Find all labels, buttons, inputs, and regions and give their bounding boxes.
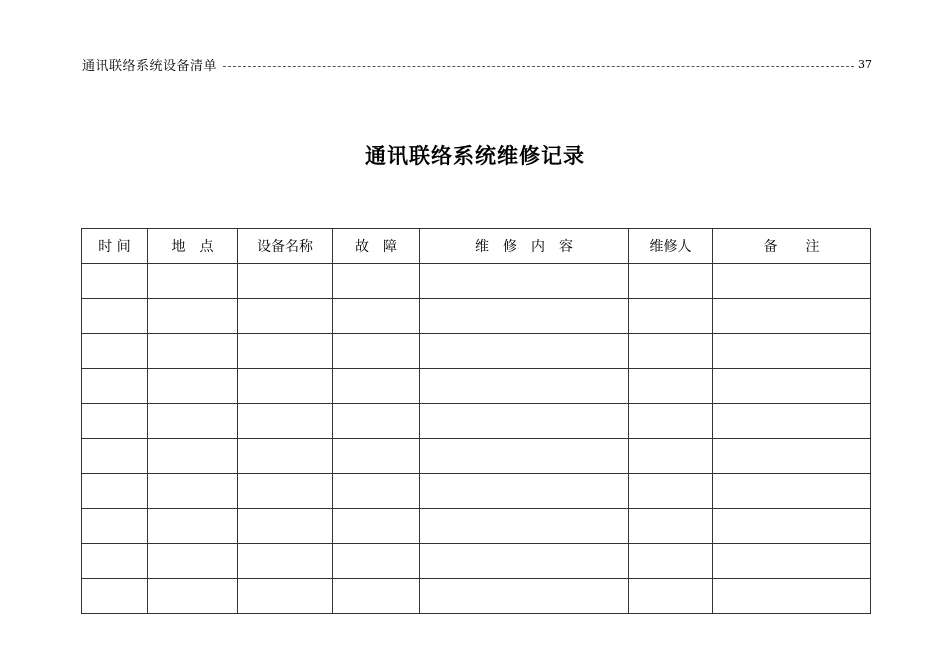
table-cell[interactable]	[629, 439, 713, 474]
table-row	[82, 544, 871, 579]
table-cell[interactable]	[420, 369, 629, 404]
table-cell[interactable]	[420, 579, 629, 614]
document-title: 通讯联络系统维修记录	[365, 143, 585, 168]
header-title: 通讯联络系统设备清单	[82, 58, 218, 74]
table-cell[interactable]	[82, 579, 148, 614]
column-header-location: 地 点	[148, 229, 238, 264]
header-leader-line	[223, 66, 854, 67]
table-cell[interactable]	[629, 509, 713, 544]
table-cell[interactable]	[82, 474, 148, 509]
table-cell[interactable]	[82, 369, 148, 404]
column-header-time: 时 间	[82, 229, 148, 264]
table-cell[interactable]	[713, 544, 871, 579]
table-cell[interactable]	[629, 264, 713, 299]
table-cell[interactable]	[333, 439, 420, 474]
table-cell[interactable]	[82, 264, 148, 299]
table-row	[82, 334, 871, 369]
column-header-fault: 故 障	[333, 229, 420, 264]
table-cell[interactable]	[333, 369, 420, 404]
table-row	[82, 404, 871, 439]
table-cell[interactable]	[333, 334, 420, 369]
table-cell[interactable]	[148, 404, 238, 439]
table-cell[interactable]	[238, 264, 333, 299]
table-body	[82, 264, 871, 614]
table-cell[interactable]	[148, 369, 238, 404]
table-cell[interactable]	[629, 544, 713, 579]
table-cell[interactable]	[420, 509, 629, 544]
table-cell[interactable]	[148, 579, 238, 614]
table-row	[82, 299, 871, 334]
table-cell[interactable]	[238, 369, 333, 404]
table-cell[interactable]	[82, 404, 148, 439]
column-header-repair-content: 维 修 内 容	[420, 229, 629, 264]
table-cell[interactable]	[148, 264, 238, 299]
column-header-remarks: 备 注	[713, 229, 871, 264]
table-cell[interactable]	[420, 334, 629, 369]
table-cell[interactable]	[333, 509, 420, 544]
table-cell[interactable]	[333, 264, 420, 299]
table-cell[interactable]	[713, 299, 871, 334]
table-cell[interactable]	[238, 509, 333, 544]
page-header	[82, 54, 872, 74]
table-cell[interactable]	[148, 334, 238, 369]
table-cell[interactable]	[420, 264, 629, 299]
table-cell[interactable]	[148, 544, 238, 579]
table-row	[82, 474, 871, 509]
table-row	[82, 439, 871, 474]
table-cell[interactable]	[713, 334, 871, 369]
table-header-row	[82, 229, 871, 264]
table-cell[interactable]	[713, 404, 871, 439]
table-cell[interactable]	[629, 404, 713, 439]
table-cell[interactable]	[333, 579, 420, 614]
table-cell[interactable]	[238, 299, 333, 334]
table-row	[82, 264, 871, 299]
table-cell[interactable]	[713, 474, 871, 509]
table-cell[interactable]	[148, 474, 238, 509]
table-cell[interactable]	[238, 579, 333, 614]
table-cell[interactable]	[420, 544, 629, 579]
table-cell[interactable]	[333, 544, 420, 579]
table-cell[interactable]	[238, 474, 333, 509]
table-cell[interactable]	[238, 439, 333, 474]
table-cell[interactable]	[629, 299, 713, 334]
table-cell[interactable]	[238, 334, 333, 369]
table-row	[82, 579, 871, 614]
table-cell[interactable]	[333, 404, 420, 439]
table-cell[interactable]	[629, 579, 713, 614]
table-cell[interactable]	[148, 299, 238, 334]
table-cell[interactable]	[82, 544, 148, 579]
table-cell[interactable]	[713, 439, 871, 474]
table-cell[interactable]	[82, 439, 148, 474]
table-cell[interactable]	[713, 369, 871, 404]
table-cell[interactable]	[629, 369, 713, 404]
table-row	[82, 509, 871, 544]
table-cell[interactable]	[420, 299, 629, 334]
table-cell[interactable]	[148, 509, 238, 544]
table-cell[interactable]	[629, 474, 713, 509]
table-cell[interactable]	[420, 474, 629, 509]
page-number: 37	[858, 57, 872, 71]
table-cell[interactable]	[333, 474, 420, 509]
table-cell[interactable]	[629, 334, 713, 369]
table-cell[interactable]	[713, 579, 871, 614]
table-cell[interactable]	[82, 334, 148, 369]
table-cell[interactable]	[82, 509, 148, 544]
table-cell[interactable]	[713, 509, 871, 544]
table-cell[interactable]	[82, 299, 148, 334]
table-cell[interactable]	[713, 264, 871, 299]
maintenance-record-table	[81, 228, 871, 614]
table-cell[interactable]	[238, 404, 333, 439]
table-cell[interactable]	[238, 544, 333, 579]
column-header-equipment-name: 设备名称	[238, 229, 333, 264]
table-cell[interactable]	[420, 439, 629, 474]
table-row	[82, 369, 871, 404]
table-cell[interactable]	[148, 439, 238, 474]
column-header-repairer: 维修人	[629, 229, 713, 264]
table-cell[interactable]	[333, 299, 420, 334]
table-cell[interactable]	[420, 404, 629, 439]
